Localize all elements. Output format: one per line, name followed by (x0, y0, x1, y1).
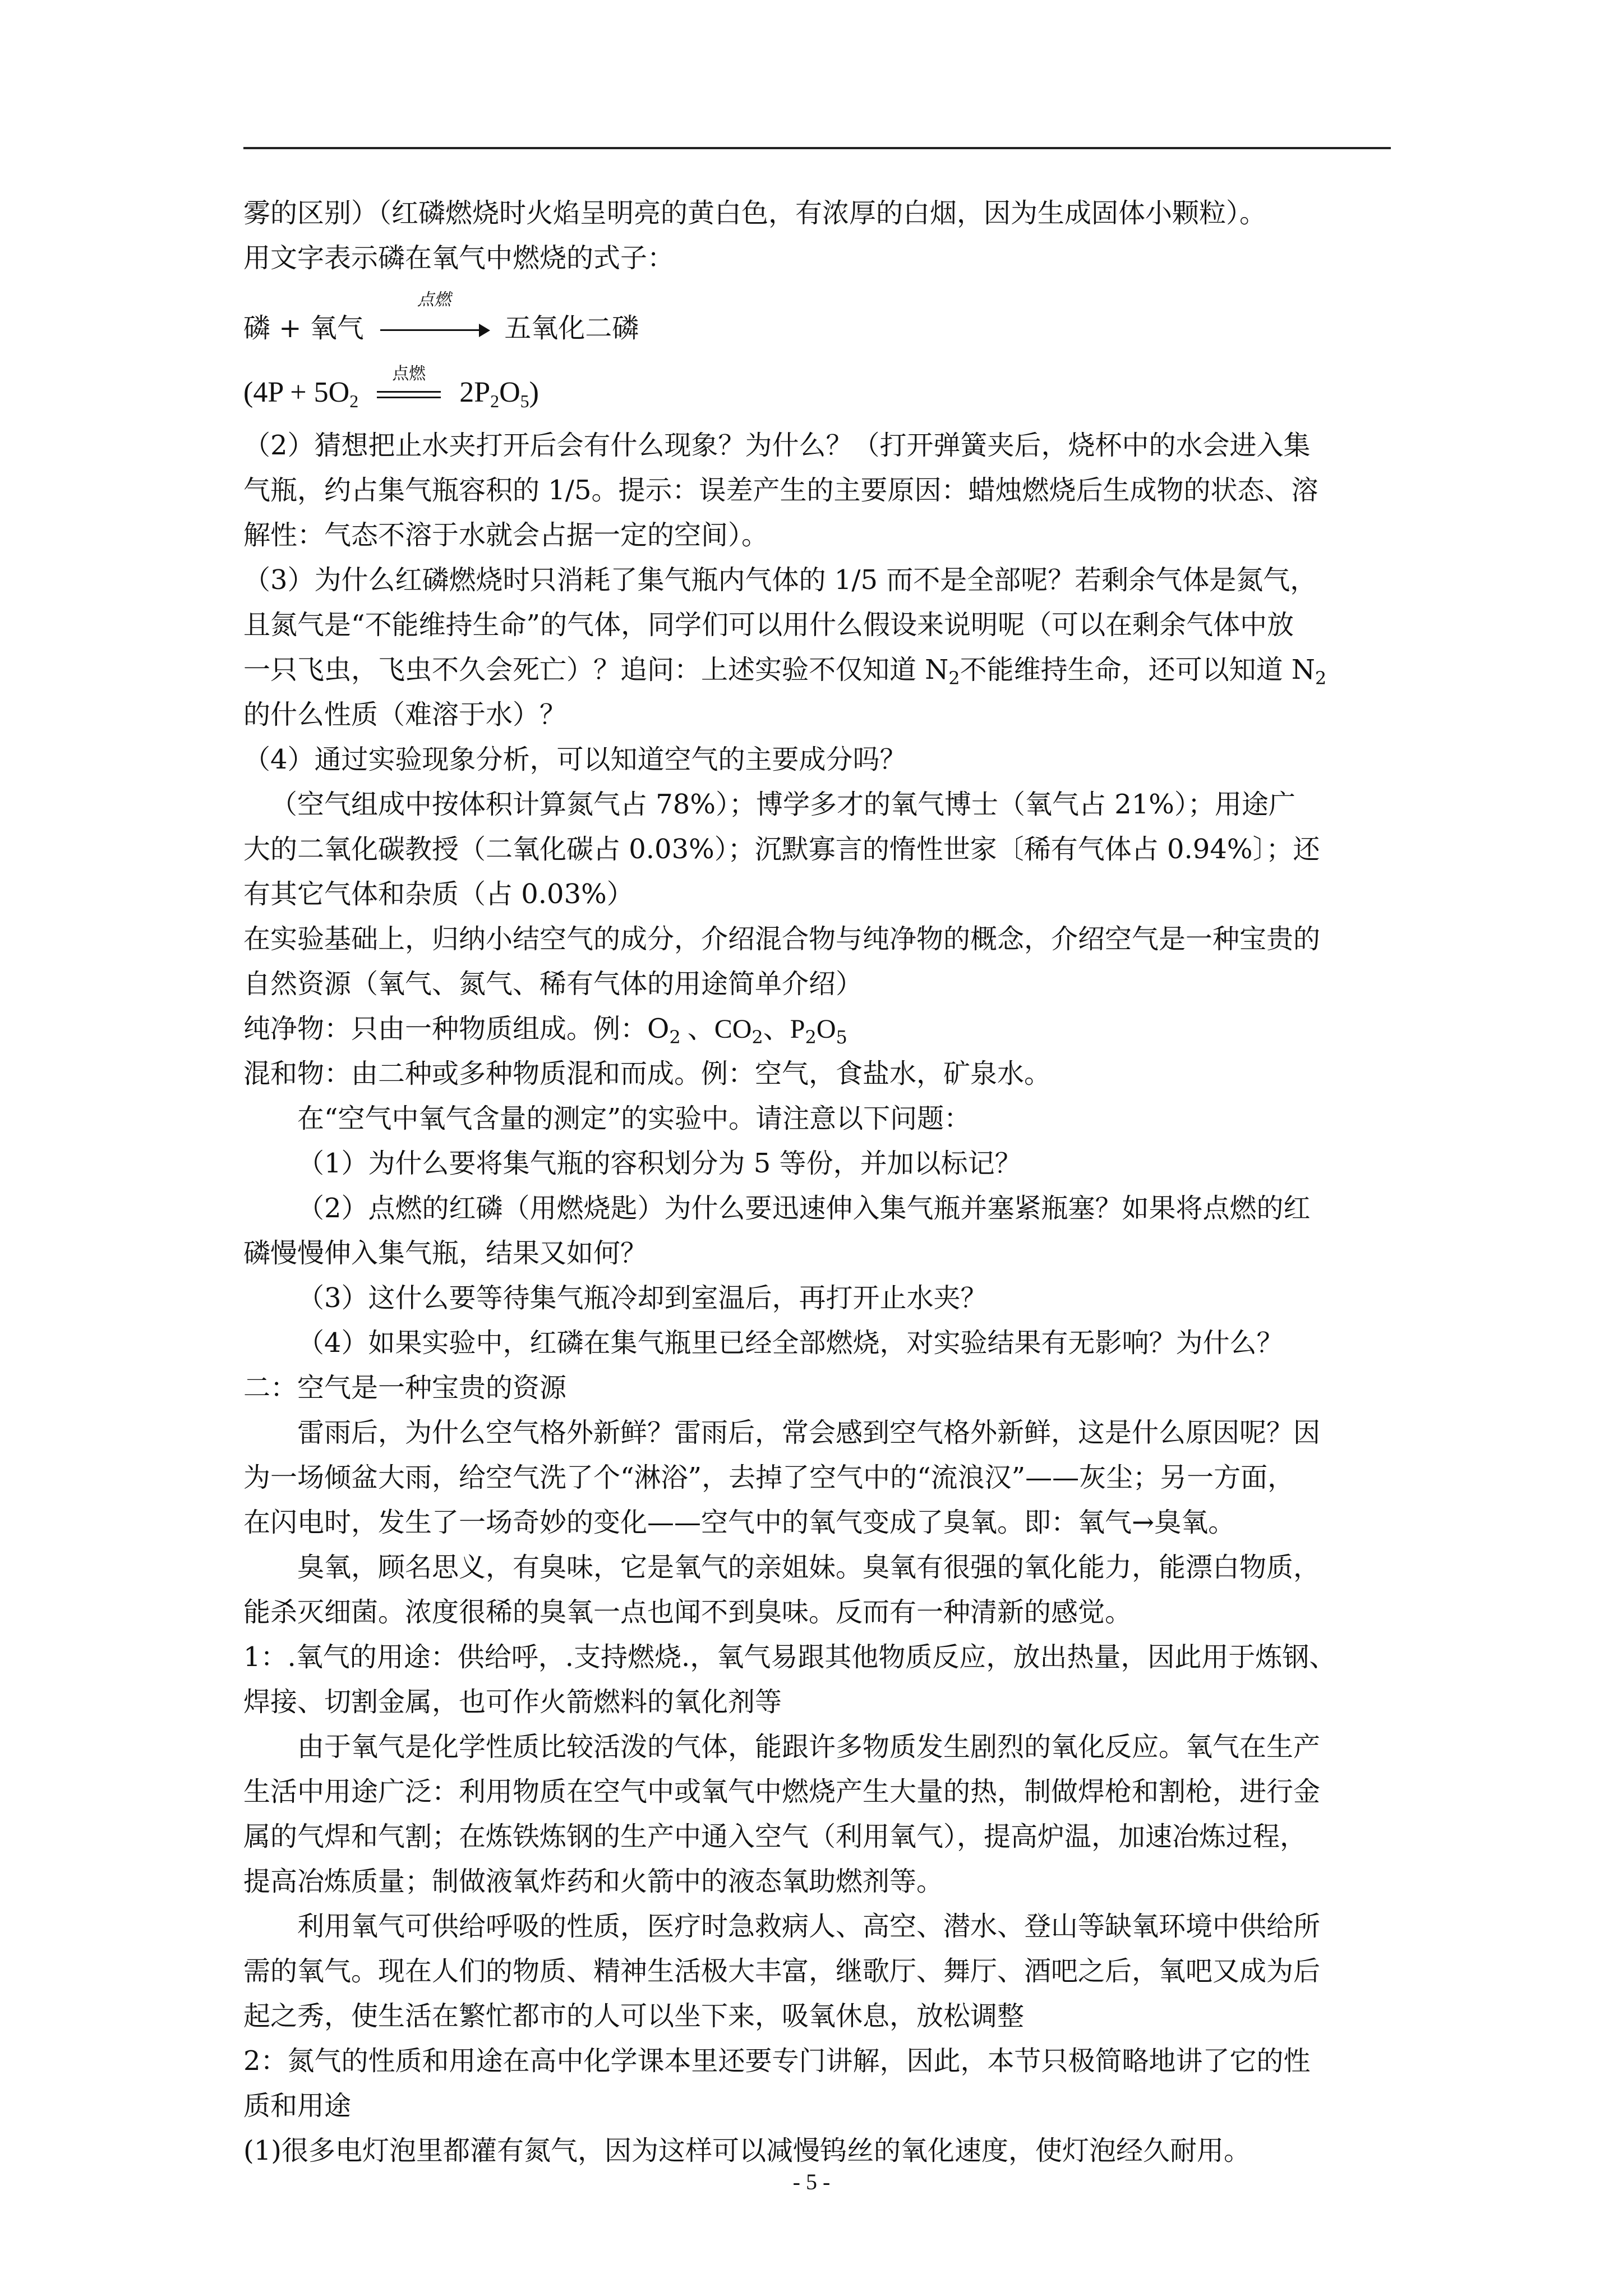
formula-segment: O (816, 1014, 836, 1044)
equation-reactants-formula: (4P + 5O (243, 376, 350, 408)
text-line: 的什么性质（难溶于水）？ (243, 699, 567, 730)
formula-segment: 、CO (680, 1014, 752, 1044)
text-line (243, 1006, 1391, 1051)
text-line: 在“空气中氧气含量的测定”的实验中。请注意以下问题： (297, 1103, 971, 1134)
text-line: 在闪电时，发生了一场奇妙的变化——空气中的氧气变成了臭氧。即：氧气→臭氧。 (243, 1507, 1235, 1538)
document-body (243, 191, 1391, 2173)
text-line: 在实验基础上，归纳小结空气的成分，介绍混合物与纯净物的概念，介绍空气是一种宝贵的 (243, 923, 1321, 955)
text-line: 2：氮气的性质和用途在高中化学课本里还要专门讲解，因此，本节只极简略地讲了它的性 (243, 2045, 1311, 2077)
formula-segment: 、P (763, 1014, 805, 1044)
subscript: 2 (669, 1027, 681, 1048)
text-line: 自然资源（氧气、氮气、稀有气体的用途简单介绍） (243, 968, 863, 1000)
subscript: 2 (1315, 668, 1327, 689)
reaction-condition: 点燃 (392, 365, 426, 384)
text-line: 解性：气态不溶于水就会占据一定的空间）。 (243, 519, 769, 551)
text-line: （2）猜想把止水夹打开后会有什么现象？为什么？（打开弹簧夹后，烧杯中的水会进入集 (243, 430, 1311, 461)
text-line: （3）这什么要等待集气瓶冷却到室温后，再打开止水夹？ (297, 1282, 988, 1314)
text-line: （3）为什么红磷燃烧时只消耗了集气瓶内气体的 1/5 而不是全部呢？若剩余气体是氮气， (243, 564, 1317, 596)
text-line: 提高冶炼质量；制做液氧炸药和火箭中的液态氧助燃剂等。 (243, 1866, 944, 1897)
subscript: 2 (751, 1027, 763, 1048)
subscript: 5 (836, 1027, 847, 1048)
text-line: 雷雨后，为什么空气格外新鲜？雷雨后，常会感到空气格外新鲜，这是什么原因呢？因 (297, 1417, 1321, 1448)
subscript: 2 (349, 391, 359, 411)
equation-product-formula: 2P (459, 376, 491, 408)
text-line: 属的气焊和气割；在炼铁炼钢的生产中通入空气（利用氧气），提高炉温，加速冶炼过程， (243, 1821, 1307, 1852)
subscript: 2 (490, 391, 500, 411)
subscript: 2 (948, 668, 960, 689)
text-line: （空气组成中按体积计算氮气占 78%）；博学多才的氧气博士（氧气占 21%）；用途广 (270, 789, 1295, 820)
word-equation (243, 289, 1391, 365)
text-line: 雾的区别）（红磷燃烧时火焰呈明亮的黄白色，有浓厚的白烟，因为生成固体小颗粒）。 (243, 197, 1267, 229)
reaction-equals-sign (372, 365, 445, 409)
subscript: 2 (805, 1027, 817, 1048)
equation-close: ) (529, 376, 539, 408)
text-line: 由于氧气是化学性质比较活泼的气体，能跟许多物质发生剧烈的氧化反应。氧气在生产 (297, 1731, 1321, 1763)
text-line: 大的二氧化碳教授（二氧化碳占 0.03%）；沉默寡言的惰性世家〔稀有气体占 0.94%〕；还 (243, 834, 1320, 865)
text-line: （4）如果实验中，红磷在集气瓶里已经全部燃烧，对实验结果有无影响？为什么？ (297, 1327, 1284, 1359)
text-line: 质和用途 (243, 2090, 352, 2122)
text-line: 需的氧气。现在人们的物质、精神生活极大丰富，继歌厅、舞厅、酒吧之后，氧吧又成为后 (243, 1955, 1321, 1987)
text-line: 气瓶，约占集气瓶容积的 1/5。提示：误差产生的主要原因：蜡烛燃烧后生成物的状态、溶 (243, 475, 1318, 506)
text-line: 起之秀，使生活在繁忙都市的人可以坐下来，吸氧休息，放松调整 (243, 2000, 1025, 2032)
text-segment: 不能维持生命，还可以知道 N (960, 654, 1315, 685)
text-line: （4）通过实验现象分析，可以知道空气的主要成分吗？ (243, 744, 907, 775)
equation-product-formula-o: O (499, 376, 520, 408)
header-rule (243, 147, 1391, 149)
text-line: 磷慢慢伸入集气瓶，结果又如何？ (243, 1237, 648, 1269)
text-line: 臭氧，顾名思义，有臭味，它是氧气的亲姐妹。臭氧有很强的氧化能力，能漂白物质， (297, 1552, 1321, 1583)
section-heading: 二：空气是一种宝贵的资源 (243, 1372, 567, 1404)
reaction-arrow (378, 289, 490, 347)
text-line: 利用氧气可供给呼吸的性质，医疗时急救病人、高空、潜水、登山等缺氧环境中供给所 (297, 1911, 1321, 1942)
page-number: - 5 - (792, 2169, 831, 2194)
text-line: （1）为什么要将集气瓶的容积划分为 5 等份，并加以标记？ (297, 1148, 1022, 1179)
text-line: 能杀灭细菌。浓度很稀的臭氧一点也闻不到臭味。反而有一种清新的感觉。 (243, 1596, 1132, 1628)
text-line: (1)很多电灯泡里都灌有氮气，因为这样可以减慢钨丝的氧化速度，使灯泡经久耐用。 (243, 2135, 1251, 2166)
text-line (243, 647, 1391, 692)
text-line: 用文字表示磷在氧气中燃烧的式子： (243, 242, 675, 274)
text-segment: 纯净物：只由一种物质组成。例：O (243, 1013, 670, 1045)
text-line: （2）点燃的红磷（用燃烧匙）为什么要迅速伸入集气瓶并塞紧瓶塞？如果将点燃的红 (297, 1193, 1311, 1224)
text-line: 有其它气体和杂质（占 0.03%） (243, 878, 634, 910)
chemical-equation (243, 365, 1391, 421)
equation-product: 五氧化二磷 (504, 312, 639, 344)
arrow-head-icon (479, 324, 490, 337)
equation-reactants: 磷 + 氧气 (243, 312, 364, 344)
text-segment: 一只飞虫，飞虫不久会死亡）？追问：上述实验不仅知道 N (243, 654, 949, 685)
text-line: 且氮气是“不能维持生命”的气体，同学们可以用什么假设来说明呢（可以在剩余气体中放 (243, 609, 1294, 641)
text-line: 为一场倾盆大雨，给空气洗了个“淋浴”，去掉了空气中的“流浪汉”——灰尘；另一方面， (243, 1462, 1295, 1493)
reaction-condition: 点燃 (417, 289, 451, 310)
text-line: 焊接、切割金属，也可作火箭燃料的氧化剂等 (243, 1686, 782, 1718)
text-line: 生活中用途广泛：利用物质在空气中或氧气中燃烧产生大量的热，制做焊枪和割枪，进行金 (243, 1776, 1321, 1807)
text-line: 混和物：由二种或多种物质混和而成。例：空气，食盐水，矿泉水。 (243, 1058, 1052, 1089)
text-line: 1：.氧气的用途：供给呼，.支持燃烧.，氧气易跟其他物质反应，放出热量，因此用于炼钢、 (243, 1641, 1336, 1673)
subscript: 5 (520, 391, 529, 411)
